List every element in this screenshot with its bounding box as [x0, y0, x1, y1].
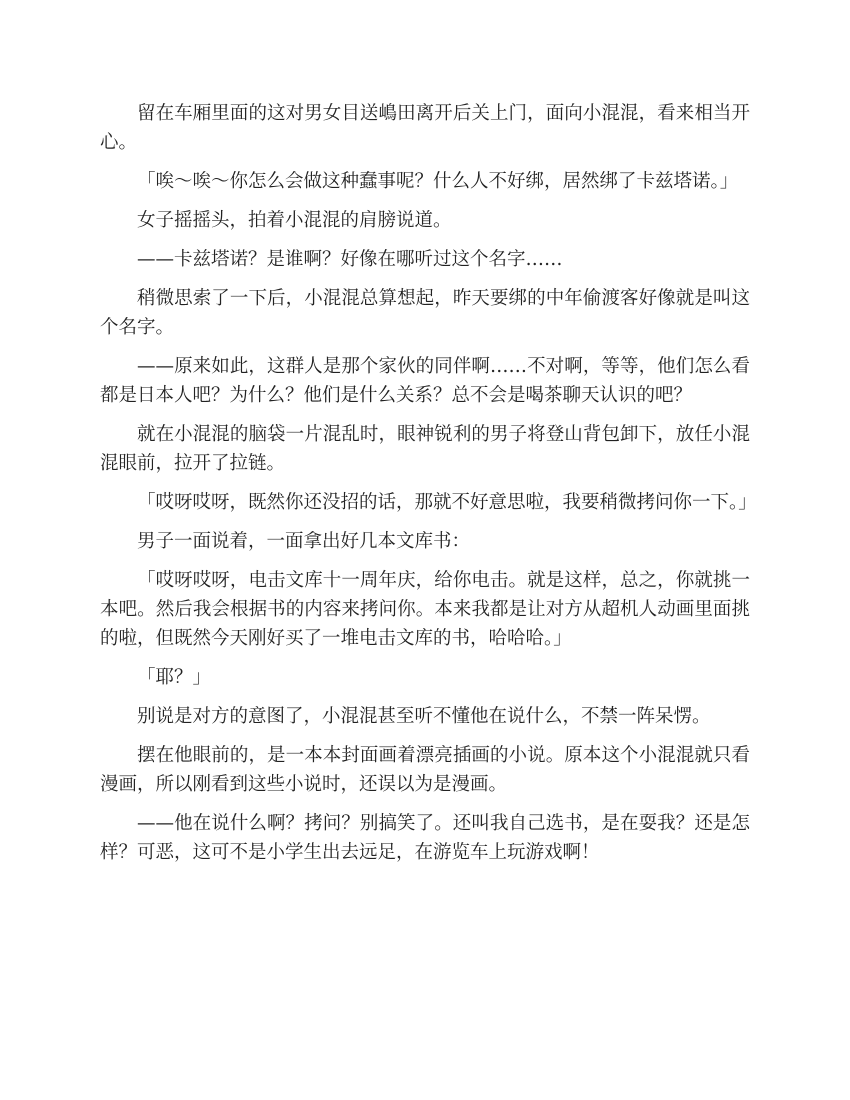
- paragraph: 留在车厢里面的这对男女目送嶋田离开后关上门，面向小混混，看来相当开心。: [100, 103, 750, 153]
- paragraph: 女子摇摇头，拍着小混混的肩膀说道。: [137, 210, 452, 231]
- paragraph: ——原来如此，这群人是那个家伙的同伴啊……不对啊，等等，他们怎么看都是日本人吧？为什么？他们是什么关系？总不会是喝茶聊天认识的吧？: [100, 356, 750, 406]
- text-body: [100, 99, 757, 877]
- paragraph: 稍微思索了一下后，小混混总算想起，昨天要绑的中年偷渡客好像就是叫这个名字。: [100, 288, 750, 338]
- paragraph: 别说是对方的意图了，小混混甚至听不懂他在说什么，不禁一阵呆愣。: [137, 706, 711, 727]
- paragraph: 「哎呀哎呀，既然你还没招的话，那就不好意思啦，我要稍微拷问你一下。」: [137, 492, 757, 513]
- paragraph: ——卡兹塔诺？是谁啊？好像在哪听过这个名字……: [137, 249, 563, 270]
- paragraph: ——他在说什么啊？拷问？别搞笑了。还叫我自己选书，是在耍我？还是怎样？可恶，这可不是小学生出去远足，在游览车上玩游戏啊！: [100, 813, 750, 863]
- paragraph: 「耶？」: [137, 667, 212, 688]
- paragraph: 摆在他眼前的，是一本本封面画着漂亮插画的小说。原本这个小混混就只看漫画，所以刚看到这些小说时，还误以为是漫画。: [100, 745, 750, 795]
- paragraph: 「哎呀哎呀，电击文库十一周年庆，给你电击。就是这样，总之，你就挑一本吧。然后我会根据书的内容来拷问你。本来我都是让对方从超机人动画里面挑的啦，但既然今天刚好买了一堆电击文库的书，哈哈哈。」: [100, 570, 750, 649]
- paragraph: 男子一面说着，一面拿出好几本文库书：: [137, 531, 471, 552]
- paragraph: 「唉～唉～你怎么会做这种蠢事呢？什么人不好绑，居然绑了卡兹塔诺。」: [137, 171, 739, 192]
- paragraph: 就在小混混的脑袋一片混乱时，眼神锐利的男子将登山背包卸下，放任小混混眼前，拉开了拉链。: [100, 424, 750, 474]
